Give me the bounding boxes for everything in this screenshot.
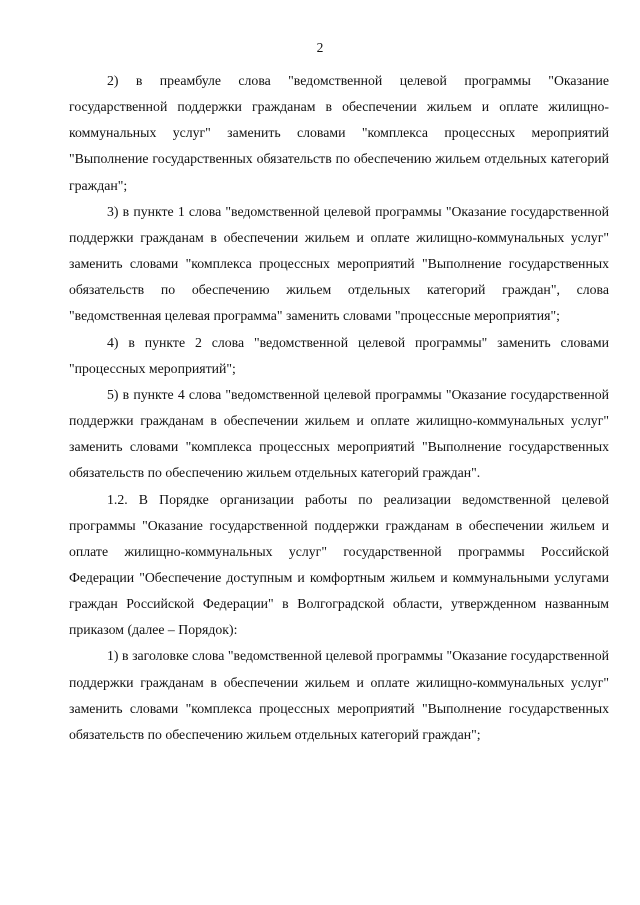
document-body <box>69 68 609 748</box>
paragraph-title-amendment: 1) в заголовке слова "ведомственной целевой программы "Оказание государственной поддержки гражданам в обеспечении жильем и оплате жилищно-коммунальных услуг" заменить словами "комплекса процессных мероприятий "Выполнение государственных обязательств по обеспечению жильем отдельных категорий граждан"; <box>69 648 609 742</box>
paragraph-item-4-amendment: 5) в пункте 4 слова "ведомственной целевой программы "Оказание государственной поддержки гражданам в обеспечении жильем и оплате жилищно-коммунальных услуг" заменить словами "комплекса процессных мероприятий "Выполнение государственных обязательств по обеспечению жильем отдельных категорий граждан". <box>69 386 609 481</box>
paragraph-preamble-amendment: 2) в преамбуле слова "ведомственной целевой программы "Оказание государственной поддержки гражданам в обеспечении жильем и оплате жилищно-коммунальных услуг" заменить словами "комплекса процессных мероприятий "Выполнение государственных обязательств по обеспечению жильем отдельных категорий граждан"; <box>69 73 609 193</box>
page-number: 2 <box>316 40 324 55</box>
paragraph-section-1-2: 1.2. В Порядке организации работы по реализации ведомственной целевой программы "Оказание государственной поддержки гражданам в обеспечении жильем и оплате жилищно-коммунальных услуг" государственной программы Российской Федерации "Обеспечение доступным и комфортным жильем и коммунальными услугами граждан Российской Федерации" в Волгоградской области, утвержденном названным приказом (далее – Порядок): <box>69 491 609 638</box>
paragraph-item-2-amendment: 4) в пункте 2 слова "ведомственной целевой программы" заменить словами "процессных мероприятий"; <box>69 334 609 376</box>
paragraph-item-1-amendment: 3) в пункте 1 слова "ведомственной целевой программы "Оказание государственной поддержки гражданам в обеспечении жильем и оплате жилищно-коммунальных услуг" заменить словами "комплекса процессных мероприятий "Выполнение государственных обязательств по обеспечению жильем отдельных категорий граждан", слова "ведомственная целевая программа" заменить словами "процессные мероприятия"; <box>69 203 609 324</box>
